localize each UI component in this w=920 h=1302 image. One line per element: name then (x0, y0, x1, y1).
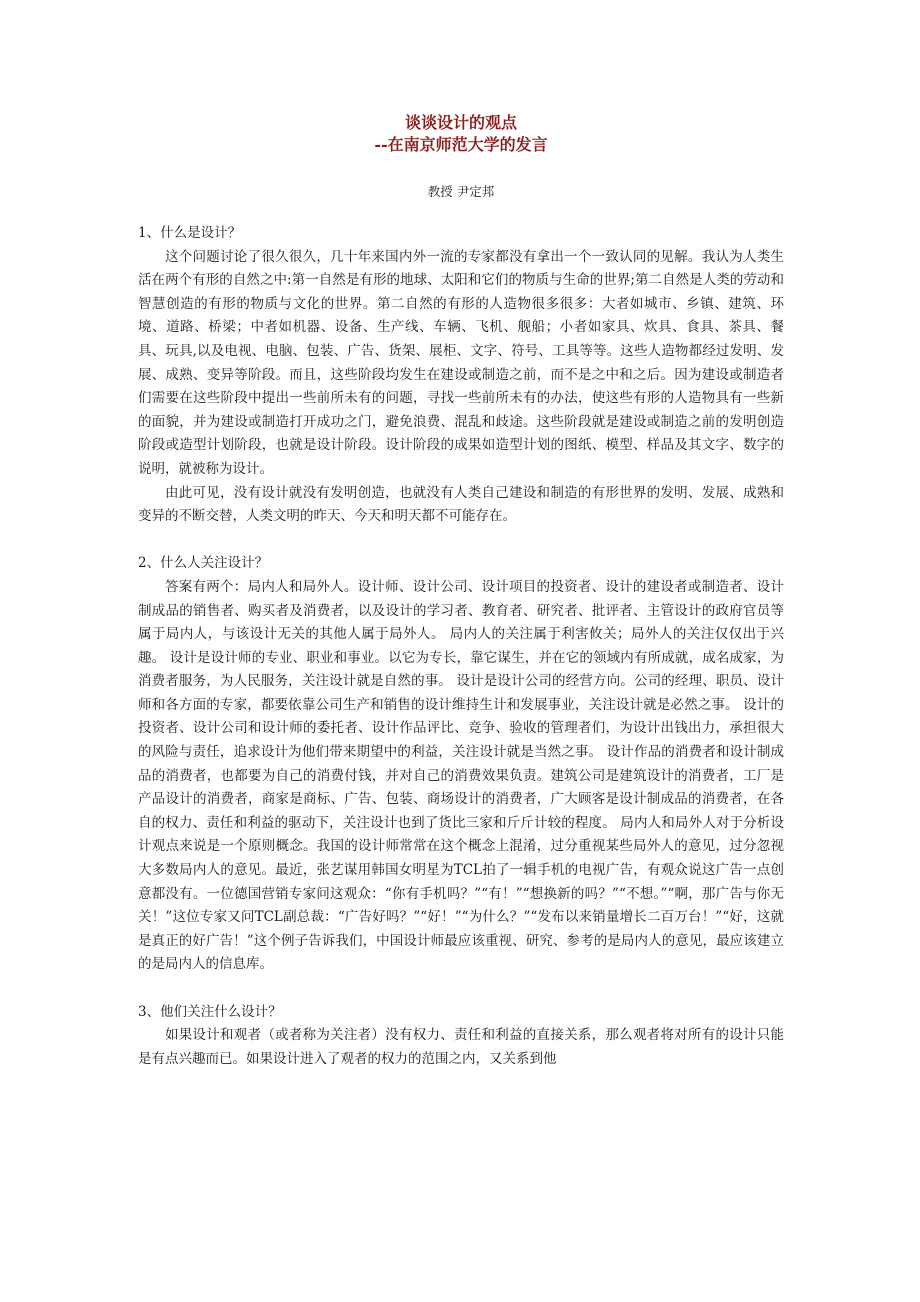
document-title: 谈谈设计的观点 (404, 113, 517, 132)
section-2 (138, 552, 784, 977)
section-1 (138, 222, 784, 529)
document-page (138, 112, 784, 1071)
section-gap (138, 529, 784, 553)
paragraph: 如果设计和观者（或者称为关注者）没有权力、责任和利益的直接关系，那么观者将对所有的设计只能是有点兴趣而已。如果设计进入了观者的权力的范围之内，又关系到他 (138, 1027, 784, 1067)
paragraph: 由此可见，没有设计就没有发明创造，也就没有人类自己建设和制造的有形世界的发明、发展、成熟和变异的不断交替，人类文明的昨天、今天和明天都不可能存在。 (138, 484, 784, 525)
paragraph: 答案有两个：局内人和局外人。设计师、设计公司、设计项目的投资者、设计的建设者或制造者、设计制成品的销售者、购买者及消费者，以及设计的学习者、教育者、研究者、批评者、主管设计的政府官员等属于局内人，与该设计无关的其他人属于局外人。 局内人的关注属于利害攸关；局外人的关注仅仅出于兴趣。 设计是设计师的专业、职业和事业。以它为专长，靠它谋生，并在它的领域内有所成就，成名成家，为消费者服务，为人民服务，关注设计就是自然的事。 设计是设计公司的经营方向。公司的经理、职员、设计师和各方面的专家，都要依靠公司生产和销售的设计维持生计和发展事业，关注设计就是必然之事。 设计的投资者、设计公司和设计师的委托者、设计作品评比、竞争、验收的管理者们，为设计出钱出力，承担很大的风险与责任，追求设计为他们带来期望中的利益，关注设计就是当然之事。 设计作品的消费者和设计制成品的消费者，也都要为自己的消费付钱，并对自己的消费效果负责。建筑公司是建筑设计的消费者，工厂是产品设计的消费者，商家是商标、广告、包装、商场设计的消费者，广大顾客是设计制成品的消费者，在各自的权力、责任和利益的驱动下，关注设计也到了货比三家和斤斤计较的程度。 局内人和局外人对于分析设计观点来说是一个原则概念。我国的设计师常常在这个概念上混淆，过分重视某些局外人的意见，过分忽视大多数局内人的意见。最近，张艺谋用韩国女明星为TCL拍了一辑手机的电视广告，有观众说这广告一点创意都没有。一位德国营销专家问这观众：“你有手机吗？”“有！”“想换新的吗？”“不想。”“啊，那广告与你无关！”这位专家又问TCL副总裁：“广告好吗？”“好！”“为什么？”“发布以来销量增长二百万台！”“好，这就是真正的好广告！”这个例子告诉我们，中国设计师最应该重视、研究、参考的是局内人的意见，最应该建立的是局内人的信息库。 (138, 578, 784, 973)
section-3 (138, 1001, 784, 1072)
section-gap (138, 977, 784, 1001)
document-author: 教授 尹定邦 (427, 184, 495, 199)
section-heading: 1、什么是设计？ (138, 225, 242, 241)
section-heading: 3、他们关注什么设计？ (138, 1003, 282, 1020)
section-heading: 2、什么人关注设计？ (138, 555, 269, 572)
paragraph: 这个问题讨论了很久很久，几十年来国内外一流的专家都没有拿出一个一致认同的见解。我认为人类生活在两个有形的自然之中:第一自然是有形的地球、太阳和它们的物质与生命的世界;第二自然是人类的劳动和智慧创造的有形的物质与文化的世界。第二自然的有形的人造物很多很多：大者如城市、乡镇、建筑、环境、道路、桥梁；中者如机器、设备、生产线、车辆、飞机、舰船；小者如家具、炊具、食具、茶具、餐具、玩具,以及电视、电脑、包装、广告、货架、展柜、文字、符号、工具等等。这些人造物都经过发明、发展、成熟、变异等阶段。而且，这些阶段均发生在建设或制造之前，而不是之中和之后。因为建设或制造者们需要在这些阶段中提出一些前所未有的问题，寻找一些前所未有的办法，使这些有形的人造物具有一些新的面貌，并为建设或制造打开成功之门，避免浪费、混乱和歧途。这些阶段就是建设或制造之前的发明创造阶段或造型计划阶段，也就是设计阶段。设计阶段的成果如造型计划的图纸、模型、样品及其文字、数字的说明，就被称为设计。 (138, 248, 784, 477)
document-subtitle: --在南京师范大学的发言 (374, 135, 548, 154)
